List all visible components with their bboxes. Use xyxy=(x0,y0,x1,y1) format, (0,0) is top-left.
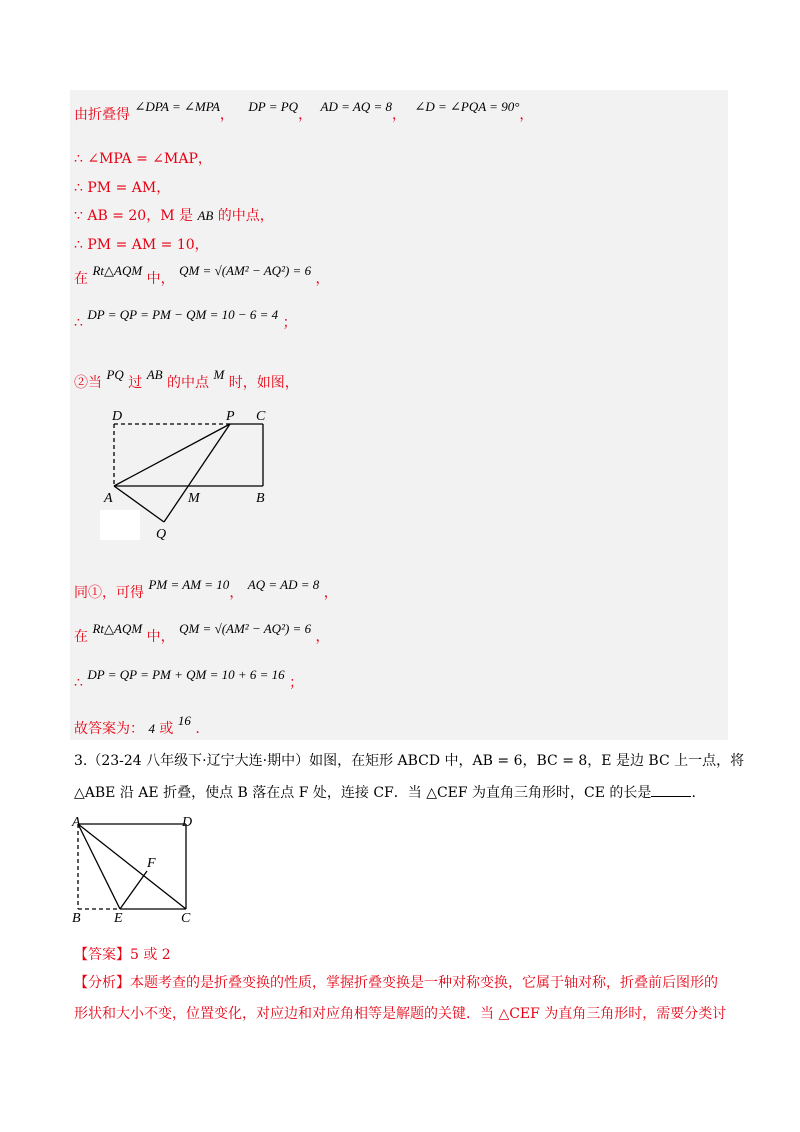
fig1-white-patch xyxy=(100,510,140,540)
question-3-line-1: 3.（23-24 八年级下·辽宁大连·期中）如图，在矩形 ABCD 中，AB = 6，BC = 8，E 是边 BC 上一点，将 xyxy=(74,753,745,769)
answer-blank xyxy=(651,784,691,797)
solution-line-9: 同①，可得 PM = AM = 10， AQ = AD = 8 ， xyxy=(74,577,338,601)
analysis-tag: 【分析】 xyxy=(74,975,130,991)
fig1-segment-ap xyxy=(114,424,230,486)
fig1-label-m: M xyxy=(188,491,200,506)
fig1-label-b: B xyxy=(256,491,265,506)
fig2-label-a: A xyxy=(72,815,81,830)
fig2-diagonal-ac xyxy=(78,824,186,909)
fig1-label-a: A xyxy=(104,491,113,506)
text-fold: 由折叠得 xyxy=(74,107,130,123)
eq-angle-d: ∠D = ∠PQA = 90° xyxy=(414,99,520,114)
fig2-label-d: D xyxy=(182,815,193,830)
solution-line-11: ∴ DP = QP = PM + QM = 10 + 6 = 16 ； xyxy=(74,667,304,691)
solution-line-3: ∴ PM = AM， xyxy=(74,180,171,196)
answer-line xyxy=(74,944,171,964)
solution-line-8: ②当 PQ 过 AB 的中点 M 时，如图， xyxy=(74,367,299,391)
question-3-line-2: △ABE 沿 AE 折叠，使点 B 落在点 F 处，连接 CF．当 △CEF 为直角三角形时，CE 的长是 . xyxy=(74,785,696,801)
fig2-segment-ae xyxy=(78,824,120,909)
solution-line-2: ∴ ∠MPA = ∠MAP， xyxy=(74,151,212,167)
fig1-label-c: C xyxy=(256,409,266,424)
eq-dp-pq: DP = PQ xyxy=(248,99,299,114)
fig1-segment-pq xyxy=(164,424,230,522)
fig2-label-e: E xyxy=(114,911,123,924)
solution-line-7: ∴ DP = QP = PM − QM = 10 − 6 = 4 ； xyxy=(74,307,297,331)
solution-line-10: 在 Rt△AQM 中， QM = √(AM² − AQ²) = 6 ， xyxy=(74,621,330,645)
solution-line-12: 故答案为： 4 或 16 . xyxy=(74,713,200,737)
fig2-label-b: B xyxy=(72,911,81,924)
answer-tag: 【答案】 xyxy=(74,947,130,963)
analysis-line-1: 【分析】本题考查的是折叠变换的性质，掌握折叠变换是一种对称变换，它属于轴对称，折叠前后图形的 xyxy=(74,975,718,991)
figure-rectangle-fold-1 xyxy=(100,406,280,542)
fig2-label-f: F xyxy=(147,856,156,871)
solution-line-6: 在 Rt△AQM 中， QM = √(AM² − AQ²) = 6 ， xyxy=(74,263,330,287)
solution-line-4: ∵ AB = 20，M 是 AB 的中点， xyxy=(74,208,274,224)
fig1-label-p: P xyxy=(226,409,235,424)
fig2-segment-ef xyxy=(120,871,147,909)
answer-value: 5 或 2 xyxy=(130,947,171,963)
solution-line-1: 由折叠得 ∠DPA = ∠MPA， DP = PQ， AD = AQ = 8， ∠D = ∠PQA = 90°， xyxy=(74,99,534,123)
fig1-label-q: Q xyxy=(156,527,167,542)
analysis-line-2: 形状和大小不变，位置变化，对应边和对应角相等是解题的关键．当 △CEF 为直角三角形时，需要分类讨 xyxy=(74,1006,727,1022)
figure-rectangle-fold-2 xyxy=(68,814,208,924)
eq-ad-aq: AD = AQ = 8 xyxy=(320,99,392,114)
eq-angle-dpa: ∠DPA = ∠MPA xyxy=(134,99,220,114)
fig1-label-d: D xyxy=(112,409,123,424)
fig2-label-c: C xyxy=(181,911,191,924)
solution-line-5: ∴ PM = AM = 10， xyxy=(74,237,209,253)
